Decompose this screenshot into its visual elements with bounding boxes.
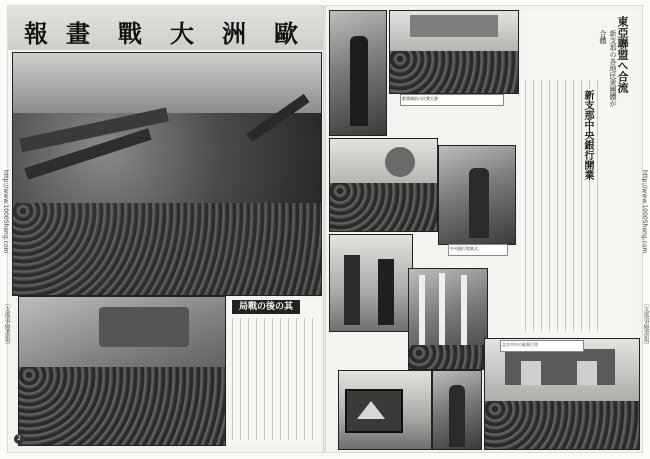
sailors-deck-photo [18, 296, 226, 446]
page-number: 2 [14, 434, 24, 444]
page-title [8, 6, 323, 50]
left-edge-url: http://www.1000Sheng.com [2, 170, 9, 254]
procession-flags-photo [408, 268, 488, 370]
speaker-photo [329, 10, 387, 136]
palace-assembly-photo [389, 10, 519, 94]
title-char: 洲 [222, 19, 252, 48]
subhead-alliance: 新支那の各地民衆團體が合體 [599, 30, 617, 107]
official-portrait-photo [438, 145, 516, 245]
right-edge-tag: 〔支那事變畫報〕 [642, 300, 649, 348]
standing-man-photo [432, 370, 482, 450]
section-title: 局戰の後の其 [232, 300, 300, 314]
ceremony-greeting-photo [329, 234, 413, 332]
headline-alliance: 東亞聯盟へ合流 [616, 16, 629, 93]
warship-rally-photo [12, 52, 322, 296]
right-edge-url: http://www.1000Sheng.com [641, 170, 648, 254]
choir-photo [329, 138, 438, 232]
palace-caption: 紫禁城前の民衆大會 [400, 94, 504, 106]
left-edge-tag: 〔支那事變畫報〕 [3, 300, 10, 348]
headline-central-bank: 新支那中央銀行開業 [582, 90, 593, 180]
title-char: 報 [24, 19, 54, 48]
painting-gift-photo [338, 370, 432, 450]
title-char: 戰 [118, 19, 148, 48]
title-char: 歐 [274, 19, 304, 48]
title-char: 畫 [66, 19, 96, 48]
street-caption: 北京市中の祝賀行列 [500, 340, 584, 352]
article-text-column [228, 300, 320, 444]
title-char: 大 [170, 19, 200, 48]
bank-caption: 中央銀行開業式 [448, 244, 508, 256]
street-celebration-photo [484, 338, 640, 450]
